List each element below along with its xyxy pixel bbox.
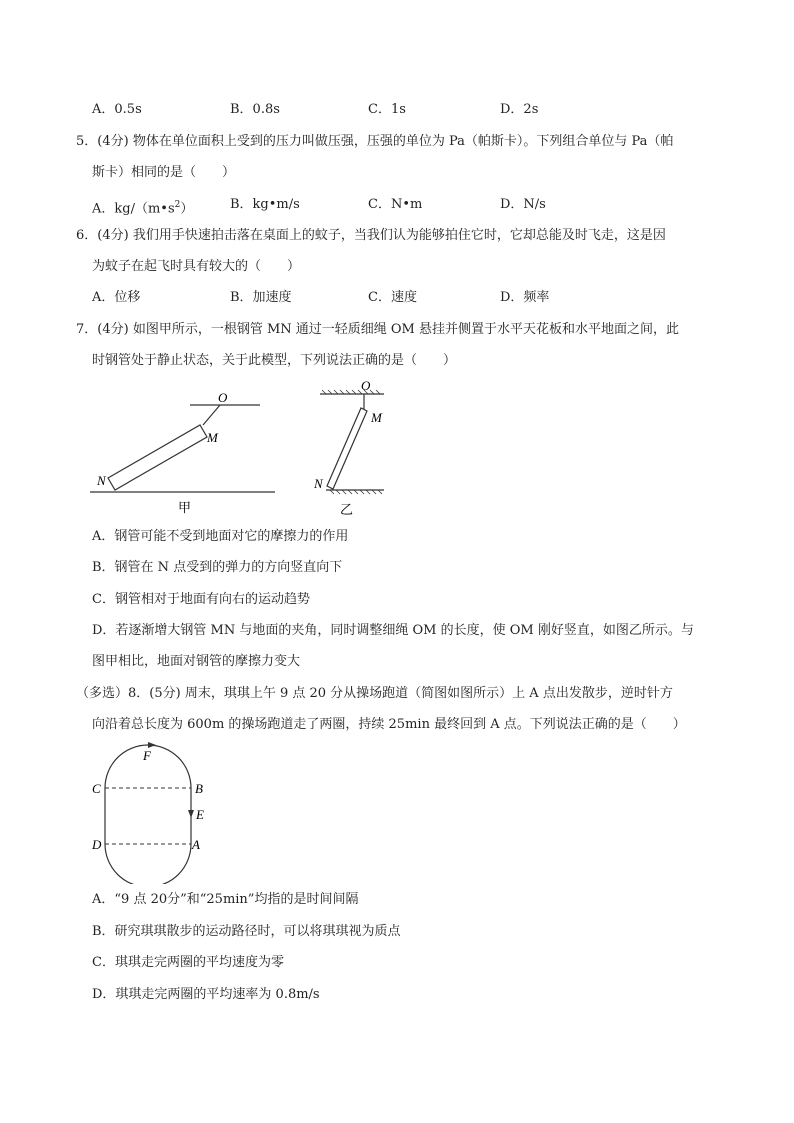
label-d: D: [92, 837, 102, 852]
q7-figure-jia: [90, 385, 280, 520]
q7-stem-line1: 7．(4分) 如图甲所示，一根钢管 MN 通过一轻质细绳 OM 悬挂并侧置于水平天花板和水平地面之间，此: [76, 322, 680, 337]
label-n: N: [97, 473, 106, 488]
q6-stem-line1: 6．(4分) 我们用手快速拍击落在桌面上的蚊子，当我们认为能够拍住它时，它却总能及时飞走，这是因: [76, 228, 666, 243]
caption-jia: 甲: [178, 500, 192, 515]
q4-option-d: D．2s: [500, 102, 539, 117]
q7-option-d-line1: D．若逐渐增大钢管 MN 与地面的夹角，同时调整细绳 OM 的长度，使 OM 刚好竖直，如图乙所示。与: [92, 623, 694, 638]
q8-option-b: B．研究琪琪散步的运动路径时，可以将琪琪视为质点: [92, 924, 401, 939]
q7-option-c: C．钢管相对于地面有向右的运动趋势: [92, 592, 310, 607]
q5-option-d: D．N/s: [500, 197, 546, 212]
q7-option-d-line2: 图甲相比，地面对钢管的摩擦力变大: [92, 654, 301, 669]
steel-pipe-mn: [327, 408, 367, 489]
q8-stem-line2: 向沿着总长度为 600m 的操场跑道走了两圈，持续 25min 最终回到 A 点。下列说法正确的是（ ）: [92, 717, 686, 732]
steel-pipe-mn: [108, 425, 207, 490]
q5-option-b: B．kg•m/s: [230, 197, 300, 212]
label-c: C: [92, 781, 101, 796]
label-f: F: [143, 748, 151, 763]
label-m: M: [207, 430, 218, 445]
q7-stem-line2: 时钢管处于静止状态，关于此模型，下列说法正确的是（ ）: [92, 353, 457, 368]
ground-hatch: [330, 490, 382, 494]
label-e: E: [196, 807, 204, 822]
q5-stem-line2: 斯卡）相同的是（ ）: [92, 165, 236, 180]
q5-stem-line1: 5．(4分) 物体在单位面积上受到的压力叫做压强，压强的单位为 Pa（帕斯卡）。下列组合单位与 Pa（帕: [76, 134, 674, 149]
label-b: B: [195, 781, 203, 796]
q6-option-b: B．加速度: [230, 290, 292, 305]
q8-stem-line1: （多选）8．(5分) 周末，琪琪上午 9 点 20 分从操场跑道（简图如图所示）上 A 点出发散步，逆时针方: [76, 686, 673, 701]
q6-option-d: D．频率: [500, 290, 550, 305]
rope-om: [203, 405, 220, 425]
q5-option-a: A．$kg/(m•s^2)$: [92, 200, 194, 217]
label-o: O: [361, 378, 371, 393]
track-outline: [105, 745, 191, 884]
caption-yi: 乙: [340, 502, 354, 517]
q8-option-a: A．“9 点 20分”和“25min”均指的是时间间隔: [92, 892, 359, 907]
label-n: N: [314, 476, 323, 491]
q4-option-b: B．0.8s: [230, 102, 280, 117]
q5-option-a-superscript: 2: [174, 200, 181, 210]
q4-option-a: A．0.5s: [92, 102, 142, 117]
q6-option-a: A．位移: [92, 290, 141, 305]
q7-option-a: A．钢管可能不受到地面对它的摩擦力的作用: [92, 529, 349, 544]
q4-option-c: C．1s: [368, 102, 406, 117]
q6-stem-line2: 为蚊子在起飞时具有较大的（ ）: [92, 259, 301, 274]
label-m: M: [371, 410, 382, 425]
q7-figure-yi: [308, 378, 398, 520]
label-o: O: [218, 390, 228, 405]
ceiling-hatch: [322, 390, 380, 394]
label-a: A: [192, 837, 200, 852]
q7-option-b: B．钢管在 N 点受到的弹力的方向竖直向下: [92, 560, 343, 575]
q8-option-d: D．琪琪走完两圈的平均速率为 0.8m/s: [92, 987, 320, 1002]
q5-option-c: C．N•m: [368, 197, 423, 212]
q8-track-figure: [88, 738, 218, 884]
q8-option-c: C．琪琪走完两圈的平均速度为零: [92, 955, 284, 970]
arrow-e: [188, 810, 194, 818]
q6-option-c: C．速度: [368, 290, 417, 305]
